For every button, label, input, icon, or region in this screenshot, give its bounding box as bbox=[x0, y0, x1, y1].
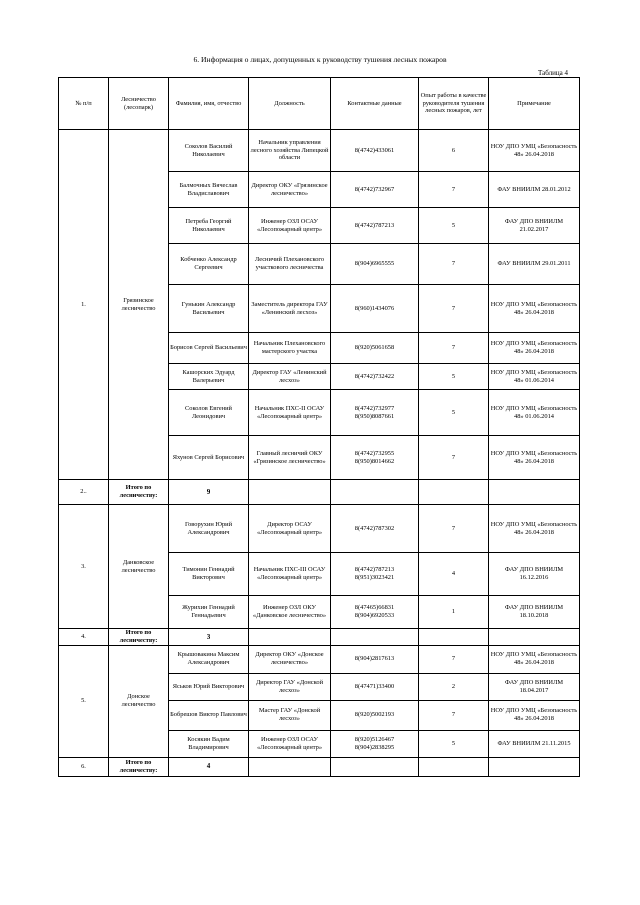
row-number-cell: 3. bbox=[59, 505, 109, 629]
name-cell: Яськов Юрий Викторович bbox=[169, 673, 249, 700]
contacts-cell: 8(904)6965555 bbox=[331, 244, 419, 285]
note-cell: ФАУ ДПО ВНИИЛМ 18.10.2018 bbox=[489, 596, 580, 629]
empty-cell bbox=[419, 757, 489, 776]
row-number-cell: 1. bbox=[59, 130, 109, 480]
position-cell: Директор ОКУ «Донское лесничество» bbox=[249, 645, 331, 673]
header-experience: Опыт работы в качестве руководителя тушения лесных пожаров, лет bbox=[419, 78, 489, 130]
experience-cell: 5 bbox=[419, 208, 489, 244]
position-cell: Инженер ОЗЛ ОСАУ «Лесопожарный центр» bbox=[249, 730, 331, 757]
name-cell: Кобченко Александр Сергеевич bbox=[169, 244, 249, 285]
empty-cell bbox=[419, 629, 489, 646]
total-row bbox=[59, 629, 580, 646]
note-cell: НОУ ДПО УМЦ «Безопасность 48» 26.04.2018 bbox=[489, 130, 580, 172]
experience-cell: 7 bbox=[419, 436, 489, 480]
contacts-cell: 8(4742)787213 8(951)3023421 bbox=[331, 553, 419, 596]
forestry-cell: Данковское лесничество bbox=[109, 505, 169, 629]
total-label-cell: Итого по лесничеству: bbox=[109, 480, 169, 505]
contacts-cell: 8(4742)732967 bbox=[331, 172, 419, 208]
note-cell: ФАУ ДПО ВНИИЛМ 18.04.2017 bbox=[489, 673, 580, 700]
experience-cell: 7 bbox=[419, 700, 489, 730]
contacts-cell: 8(920)5002193 bbox=[331, 700, 419, 730]
contacts-cell: 8(4742)787213 bbox=[331, 208, 419, 244]
empty-cell bbox=[489, 629, 580, 646]
table-number-label: Таблица 4 bbox=[538, 69, 568, 77]
contacts-cell: 8(4742)732422 bbox=[331, 364, 419, 390]
empty-cell bbox=[419, 480, 489, 505]
experience-cell: 6 bbox=[419, 130, 489, 172]
position-cell: Инженер ОЗЛ ОСАУ «Лесопожарный центр» bbox=[249, 208, 331, 244]
contacts-cell: 8(47471)33400 bbox=[331, 673, 419, 700]
row-number-cell: 5. bbox=[59, 645, 109, 757]
contacts-cell: 8(4742)732977 8(950)8087661 bbox=[331, 390, 419, 436]
experience-cell: 4 bbox=[419, 553, 489, 596]
position-cell: Директор ОКУ «Грязинское лесничество» bbox=[249, 172, 331, 208]
position-cell: Директор ГАУ «Ленинский лесхоз» bbox=[249, 364, 331, 390]
experience-cell: 7 bbox=[419, 244, 489, 285]
total-number-cell: 2.. bbox=[59, 480, 109, 505]
name-cell: Петреба Георгий Николаевич bbox=[169, 208, 249, 244]
position-cell: Начальник управления лесного хозяйства Липецкой области bbox=[249, 130, 331, 172]
name-cell: Балмочных Вячеслав Владиславович bbox=[169, 172, 249, 208]
contacts-cell: 8(904)2817613 bbox=[331, 645, 419, 673]
position-cell: Начальник Плехановского мастерского участка bbox=[249, 333, 331, 364]
name-cell: Бобрешов Виктор Павлович bbox=[169, 700, 249, 730]
name-cell: Косякин Вадим Владимирович bbox=[169, 730, 249, 757]
note-cell: ФАУ ВНИИЛМ 29.01.2011 bbox=[489, 244, 580, 285]
contacts-cell: 8(4742)732955 8(950)8014662 bbox=[331, 436, 419, 480]
experience-cell: 1 bbox=[419, 596, 489, 629]
experience-cell: 7 bbox=[419, 645, 489, 673]
name-cell: Соколов Евгений Леонидович bbox=[169, 390, 249, 436]
note-cell: НОУ ДПО УМЦ «Безопасность 48» 26.04.2018 bbox=[489, 645, 580, 673]
firefighting-leaders-table bbox=[58, 77, 580, 777]
note-cell: НОУ ДПО УМЦ «Безопасность 48» 26.04.2018 bbox=[489, 436, 580, 480]
experience-cell: 7 bbox=[419, 172, 489, 208]
position-cell: Директор ГАУ «Донской лесхоз» bbox=[249, 673, 331, 700]
total-value-cell: 9 bbox=[169, 480, 249, 505]
name-cell: Крышовакина Максим Александрович bbox=[169, 645, 249, 673]
note-cell: НОУ ДПО УМЦ «Безопасность 48» 26.04.2018 bbox=[489, 333, 580, 364]
header-number: № п/п bbox=[59, 78, 109, 130]
table-row bbox=[59, 645, 580, 673]
experience-cell: 5 bbox=[419, 390, 489, 436]
total-row bbox=[59, 757, 580, 776]
contacts-cell: 8(920)5126467 8(904)2838295 bbox=[331, 730, 419, 757]
note-cell: ФАУ ВНИИЛМ 28.01.2012 bbox=[489, 172, 580, 208]
table-row bbox=[59, 505, 580, 553]
header-name: Фамилия, имя, отчество bbox=[169, 78, 249, 130]
empty-cell bbox=[249, 757, 331, 776]
empty-cell bbox=[331, 629, 419, 646]
header-row bbox=[59, 78, 580, 130]
name-cell: Яхунов Сергей Борисович bbox=[169, 436, 249, 480]
header-position: Должность bbox=[249, 78, 331, 130]
position-cell: Заместитель директора ГАУ «Ленинский лесхоз» bbox=[249, 285, 331, 333]
header-note: Примечание bbox=[489, 78, 580, 130]
forestry-cell: Грязинское лесничество bbox=[109, 130, 169, 480]
name-cell: Гунькин Александр Васильевич bbox=[169, 285, 249, 333]
empty-cell bbox=[489, 757, 580, 776]
total-number-cell: 4. bbox=[59, 629, 109, 646]
experience-cell: 2 bbox=[419, 673, 489, 700]
name-cell: Журихин Геннадий Геннадьевич bbox=[169, 596, 249, 629]
experience-cell: 7 bbox=[419, 505, 489, 553]
contacts-cell: 8(4742)433061 bbox=[331, 130, 419, 172]
name-cell: Соколов Василий Николаевич bbox=[169, 130, 249, 172]
experience-cell: 7 bbox=[419, 285, 489, 333]
note-cell: ФАУ ВНИИЛМ 21.11.2015 bbox=[489, 730, 580, 757]
total-value-cell: 3 bbox=[169, 629, 249, 646]
empty-cell bbox=[489, 480, 580, 505]
position-cell: Начальник ПХС-III ОСАУ «Лесопожарный центр» bbox=[249, 553, 331, 596]
position-cell: Мастер ГАУ «Донской лесхоз» bbox=[249, 700, 331, 730]
position-cell: Начальник ПХС-II ОСАУ «Лесопожарный центр» bbox=[249, 390, 331, 436]
total-number-cell: 6. bbox=[59, 757, 109, 776]
name-cell: Кашорских Эдуард Валерьевич bbox=[169, 364, 249, 390]
table-row bbox=[59, 130, 580, 172]
empty-cell bbox=[331, 480, 419, 505]
total-label-cell: Итого по лесничеству: bbox=[109, 629, 169, 646]
note-cell: НОУ ДПО УМЦ «Безопасность 48» 26.04.2018 bbox=[489, 505, 580, 553]
header-forestry: Лесничество (лесопарк) bbox=[109, 78, 169, 130]
empty-cell bbox=[331, 757, 419, 776]
total-row bbox=[59, 480, 580, 505]
total-value-cell: 4 bbox=[169, 757, 249, 776]
contacts-cell: 8(4742)787302 bbox=[331, 505, 419, 553]
position-cell: Директор ОСАУ «Лесопожарный центр» bbox=[249, 505, 331, 553]
forestry-cell: Донское лесничество bbox=[109, 645, 169, 757]
empty-cell bbox=[249, 629, 331, 646]
note-cell: ФАУ ДПО ВНИИЛМ 21.02.2017 bbox=[489, 208, 580, 244]
contacts-cell: 8(960)1434076 bbox=[331, 285, 419, 333]
contacts-cell: 8(47465)66831 8(904)6920533 bbox=[331, 596, 419, 629]
name-cell: Говорухин Юрий Александрович bbox=[169, 505, 249, 553]
position-cell: Лесничий Плехановского участкового лесничества bbox=[249, 244, 331, 285]
total-label-cell: Итого по лесничеству: bbox=[109, 757, 169, 776]
note-cell: НОУ ДПО УМЦ «Безопасность 48» 26.04.2018 bbox=[489, 700, 580, 730]
note-cell: ФАУ ДПО ВНИИЛМ 16.12.2016 bbox=[489, 553, 580, 596]
name-cell: Тимонин Геннадий Викторович bbox=[169, 553, 249, 596]
experience-cell: 7 bbox=[419, 333, 489, 364]
experience-cell: 5 bbox=[419, 730, 489, 757]
note-cell: НОУ ДПО УМЦ «Безопасность 48» 26.04.2018 bbox=[489, 285, 580, 333]
note-cell: НОУ ДПО УМЦ «Безопасность 48» 01.06.2014 bbox=[489, 364, 580, 390]
experience-cell: 5 bbox=[419, 364, 489, 390]
contacts-cell: 8(920)5061658 bbox=[331, 333, 419, 364]
header-contacts: Контактные данные bbox=[331, 78, 419, 130]
position-cell: Инженер ОЗЛ ОКУ «Данковское лесничество» bbox=[249, 596, 331, 629]
position-cell: Главный лесничий ОКУ «Грязинское лесничество» bbox=[249, 436, 331, 480]
page-title: 6. Информация о лицах, допущенных к руководству тушения лесных пожаров bbox=[193, 55, 447, 64]
name-cell: Борисов Сергей Васильевич bbox=[169, 333, 249, 364]
note-cell: НОУ ДПО УМЦ «Безопасность 48» 01.06.2014 bbox=[489, 390, 580, 436]
empty-cell bbox=[249, 480, 331, 505]
